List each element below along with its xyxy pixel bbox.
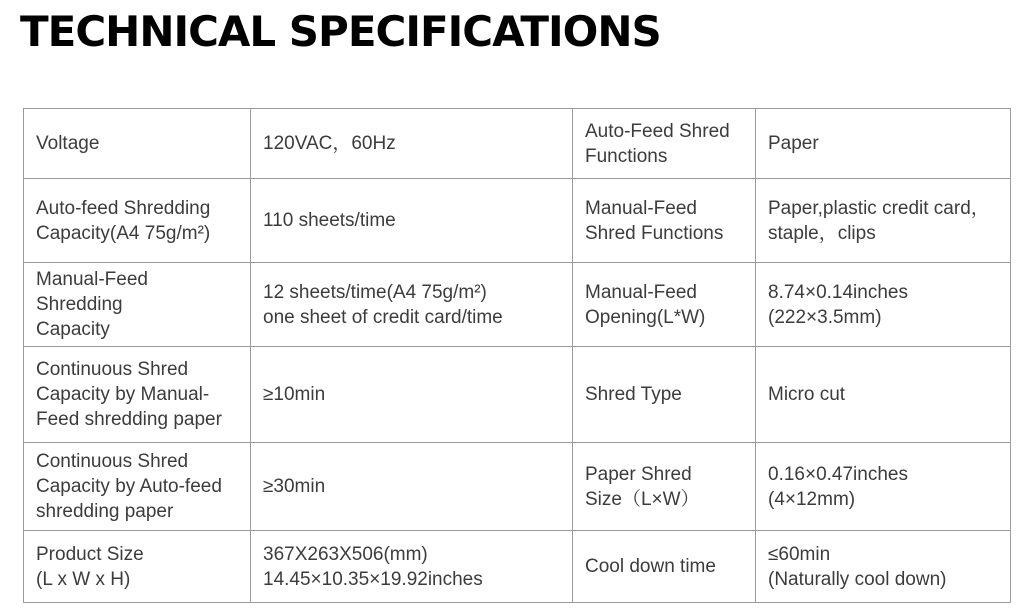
cell-text: Continuous Shred bbox=[36, 359, 189, 380]
cell-text: ≥10min bbox=[263, 384, 326, 405]
cell-text: Manual-Feed bbox=[585, 281, 697, 303]
cell-text: Paper Shred bbox=[585, 463, 692, 485]
value-cell bbox=[251, 263, 573, 347]
value-cell bbox=[756, 443, 1011, 531]
cell-text: Product Size bbox=[36, 543, 144, 565]
cell-text: 8.74×0.14inches bbox=[768, 281, 908, 303]
cell-text: Manual-Feed bbox=[36, 269, 148, 290]
cell-text: one sheet of credit card/time bbox=[263, 306, 503, 328]
value-cell bbox=[756, 109, 1011, 179]
cell-text: Capacity by Manual- bbox=[36, 384, 210, 405]
cell-text: (222×3.5mm) bbox=[768, 306, 882, 328]
label-cell bbox=[24, 263, 251, 347]
cell-text: ≤60min bbox=[768, 543, 831, 565]
cell-text: Continuous Shred bbox=[36, 451, 189, 472]
value-cell bbox=[251, 109, 573, 179]
value-cell bbox=[251, 531, 573, 603]
cell-text: ≥30min bbox=[263, 476, 326, 497]
label-cell bbox=[573, 179, 756, 263]
cell-text: Paper bbox=[768, 133, 819, 154]
cell-text: (L x W x H) bbox=[36, 568, 131, 590]
cell-text: Shred Functions bbox=[585, 222, 724, 244]
cell-text: Opening(L*W) bbox=[585, 306, 706, 328]
cell-text: shredding paper bbox=[36, 501, 174, 522]
value-cell bbox=[251, 443, 573, 531]
cell-text: Shred Type bbox=[585, 384, 682, 405]
label-cell bbox=[24, 347, 251, 443]
cell-text: Paper,plastic credit card， bbox=[768, 197, 990, 219]
table-row bbox=[24, 179, 1011, 263]
cell-text: Auto-Feed Shred bbox=[585, 120, 730, 142]
cell-text: (4×12mm) bbox=[768, 488, 856, 510]
value-cell bbox=[756, 531, 1011, 603]
cell-text: Micro cut bbox=[768, 384, 846, 405]
cell-text: 110 sheets/time bbox=[263, 210, 396, 231]
cell-text: Cool down time bbox=[585, 556, 716, 577]
table-row bbox=[24, 109, 1011, 179]
label-cell bbox=[24, 109, 251, 179]
cell-text: Auto-feed Shredding bbox=[36, 197, 211, 219]
table-row bbox=[24, 443, 1011, 531]
cell-text: 14.45×10.35×19.92inches bbox=[263, 568, 483, 590]
cell-text: 120VAC，60Hz bbox=[263, 133, 396, 154]
label-cell bbox=[24, 531, 251, 603]
cell-text: staple，clips bbox=[768, 222, 876, 244]
label-cell bbox=[24, 443, 251, 531]
cell-text: Capacity by Auto-feed bbox=[36, 476, 222, 497]
label-cell bbox=[24, 179, 251, 263]
spec-table bbox=[23, 108, 1011, 603]
value-cell bbox=[251, 179, 573, 263]
spec-table-body bbox=[24, 109, 1011, 603]
table-row bbox=[24, 347, 1011, 443]
label-cell bbox=[573, 531, 756, 603]
value-cell bbox=[251, 347, 573, 443]
label-cell bbox=[573, 443, 756, 531]
cell-text: Feed shredding paper bbox=[36, 409, 222, 430]
cell-text: Manual-Feed bbox=[585, 197, 697, 219]
label-cell bbox=[573, 347, 756, 443]
page-title: TECHNICAL SPECIFICATIONS bbox=[20, 7, 661, 56]
cell-text: Capacity(A4 75g/m²) bbox=[36, 222, 211, 244]
table-row bbox=[24, 531, 1011, 603]
cell-text: 0.16×0.47inches bbox=[768, 463, 908, 485]
cell-text: Shredding bbox=[36, 294, 123, 315]
cell-text: Capacity bbox=[36, 319, 110, 340]
value-cell bbox=[756, 263, 1011, 347]
value-cell bbox=[756, 347, 1011, 443]
cell-text: (Naturally cool down) bbox=[768, 568, 947, 590]
cell-text: 12 sheets/time(A4 75g/m²) bbox=[263, 281, 487, 303]
cell-text: Size（L×W） bbox=[585, 488, 700, 510]
cell-text: Voltage bbox=[36, 133, 100, 154]
cell-text: Functions bbox=[585, 145, 668, 167]
cell-text: 367X263X506(mm) bbox=[263, 543, 428, 565]
table-row bbox=[24, 263, 1011, 347]
label-cell bbox=[573, 263, 756, 347]
value-cell bbox=[756, 179, 1011, 263]
label-cell bbox=[573, 109, 756, 179]
